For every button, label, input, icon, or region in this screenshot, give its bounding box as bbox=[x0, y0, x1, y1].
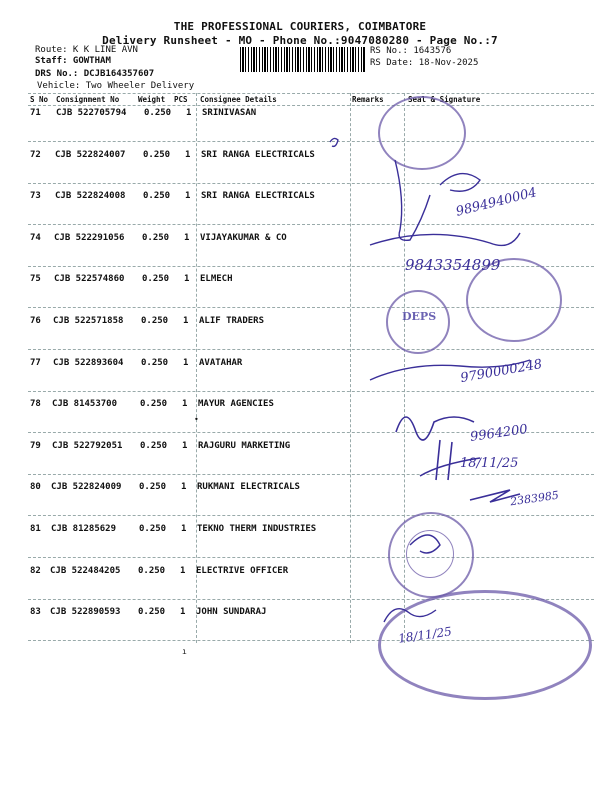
row-weight: 0.250 bbox=[141, 316, 169, 326]
row-consignee: RUKMANI ELECTRICALS bbox=[197, 482, 300, 492]
row-consignee: MAYUR AGENCIES bbox=[198, 399, 274, 409]
rs-number: RS No.: 1643576 bbox=[370, 46, 452, 56]
row-pcs: 1 bbox=[182, 399, 188, 409]
row-consignment-no: CJB 522571858 bbox=[53, 316, 124, 326]
row-consignee: ELMECH bbox=[200, 274, 233, 284]
row-weight: 0.250 bbox=[142, 233, 170, 243]
stray-mark: ı bbox=[182, 647, 187, 656]
row-sno: 82 bbox=[30, 566, 41, 576]
row-weight: 0.250 bbox=[144, 108, 172, 118]
row-weight: 0.250 bbox=[143, 191, 171, 201]
col-sno: S No bbox=[30, 95, 49, 104]
row-consignment-no: CJB 522574860 bbox=[54, 274, 125, 284]
row-consignment-no: CJB 81285629 bbox=[51, 524, 117, 534]
row-pcs: 1 bbox=[181, 482, 187, 492]
col-remarks: Remarks bbox=[352, 95, 384, 104]
row-consignee: SRI RANGA ELECTRICALS bbox=[201, 150, 315, 160]
stray-mark: • bbox=[194, 415, 199, 424]
row-pcs: 1 bbox=[182, 441, 188, 451]
row-consignment-no: CJB 522890593 bbox=[50, 607, 121, 617]
row-consignment-no: CJB 522893604 bbox=[53, 358, 124, 368]
row-sno: 79 bbox=[30, 441, 41, 451]
col-consignee: Consignee Details bbox=[200, 95, 277, 104]
handwritten-number: 2383985 bbox=[509, 488, 560, 509]
vehicle-label: Vehicle: Two Wheeler Delivery bbox=[37, 81, 195, 91]
row-consignment-no: CJB 81453700 bbox=[52, 399, 118, 409]
col-weight: Weight bbox=[138, 95, 166, 104]
route-label: Route: K K LINE AVN bbox=[35, 45, 138, 55]
row-weight: 0.250 bbox=[138, 566, 166, 576]
row-consignment-no: CJB 522705794 bbox=[56, 108, 127, 118]
row-sno: 75 bbox=[30, 274, 41, 284]
handwritten-date: 18/11/25 bbox=[397, 624, 453, 646]
row-pcs: 1 bbox=[180, 607, 186, 617]
row-consignment-no: CJB 522824008 bbox=[55, 191, 126, 201]
row-sno: 78 bbox=[30, 399, 41, 409]
row-consignee: JOHN SUNDARAJ bbox=[196, 607, 267, 617]
row-sno: 76 bbox=[30, 316, 41, 326]
row-pcs: 1 bbox=[181, 524, 187, 534]
row-consignee: TEKNO THERM INDUSTRIES bbox=[197, 524, 317, 534]
row-pcs: 1 bbox=[184, 274, 190, 284]
row-weight: 0.250 bbox=[139, 524, 167, 534]
col-consignment: Consignment No bbox=[56, 95, 120, 104]
row-consignee: VIJAYAKUMAR & CO bbox=[200, 233, 287, 243]
row-sno: 81 bbox=[30, 524, 41, 534]
handwritten-phone: 9790000248 bbox=[459, 356, 544, 387]
row-pcs: 1 bbox=[185, 150, 191, 160]
row-consignee: ALIF TRADERS bbox=[199, 316, 265, 326]
row-pcs: 1 bbox=[184, 233, 190, 243]
row-sno: 73 bbox=[30, 191, 41, 201]
row-weight: 0.250 bbox=[143, 150, 171, 160]
row-sno: 74 bbox=[30, 233, 41, 243]
runsheet-subtitle: Delivery Runsheet - MO - Phone No.:9047080280 - Page No.:7 bbox=[102, 34, 498, 47]
row-sno: 80 bbox=[30, 482, 41, 492]
row-sno: 77 bbox=[30, 358, 41, 368]
row-consignee: ELECTRIVE OFFICER bbox=[196, 566, 289, 576]
row-pcs: 1 bbox=[186, 108, 192, 118]
company-title: THE PROFESSIONAL COURIERS, COIMBATORE bbox=[173, 20, 427, 33]
row-weight: 0.250 bbox=[140, 441, 168, 451]
row-pcs: 1 bbox=[180, 566, 186, 576]
handwritten-phone: 9964200 bbox=[469, 422, 529, 445]
row-pcs: 1 bbox=[183, 358, 189, 368]
staff-label: Staff: GOWTHAM bbox=[35, 56, 111, 66]
row-sno: 71 bbox=[30, 108, 41, 118]
row-pcs: 1 bbox=[185, 191, 191, 201]
row-consignee: SRI RANGA ELECTRICALS bbox=[201, 191, 315, 201]
row-weight: 0.250 bbox=[142, 274, 170, 284]
col-seal: Seal & Signature bbox=[408, 95, 481, 104]
row-consignment-no: CJB 522484205 bbox=[50, 566, 121, 576]
row-sno: 72 bbox=[30, 150, 41, 160]
row-consignment-no: CJB 522291056 bbox=[54, 233, 125, 243]
row-consignment-no: CJB 522824009 bbox=[51, 482, 122, 492]
row-weight: 0.250 bbox=[140, 399, 168, 409]
row-consignee: RAJGURU MARKETING bbox=[198, 441, 291, 451]
row-consignee: SRINIVASAN bbox=[202, 108, 257, 118]
row-sno: 83 bbox=[30, 607, 41, 617]
row-pcs: 1 bbox=[183, 316, 189, 326]
row-consignee: AVATAHAR bbox=[199, 358, 243, 368]
row-weight: 0.250 bbox=[139, 482, 167, 492]
col-pcs: PCS bbox=[174, 95, 188, 104]
drs-number: DRS No.: DCJB164357607 bbox=[35, 69, 155, 79]
row-consignment-no: CJB 522824007 bbox=[55, 150, 126, 160]
handwritten-date: 18/11/25 bbox=[460, 456, 519, 471]
row-consignment-no: CJB 522792051 bbox=[52, 441, 123, 451]
rs-date: RS Date: 18-Nov-2025 bbox=[370, 58, 479, 68]
deps-stamp-text: DEPS bbox=[402, 310, 437, 323]
handwritten-phone: 9894940004 bbox=[454, 185, 539, 220]
row-weight: 0.250 bbox=[138, 607, 166, 617]
handwritten-phone: 9843354899 bbox=[405, 256, 501, 274]
row-weight: 0.250 bbox=[141, 358, 169, 368]
